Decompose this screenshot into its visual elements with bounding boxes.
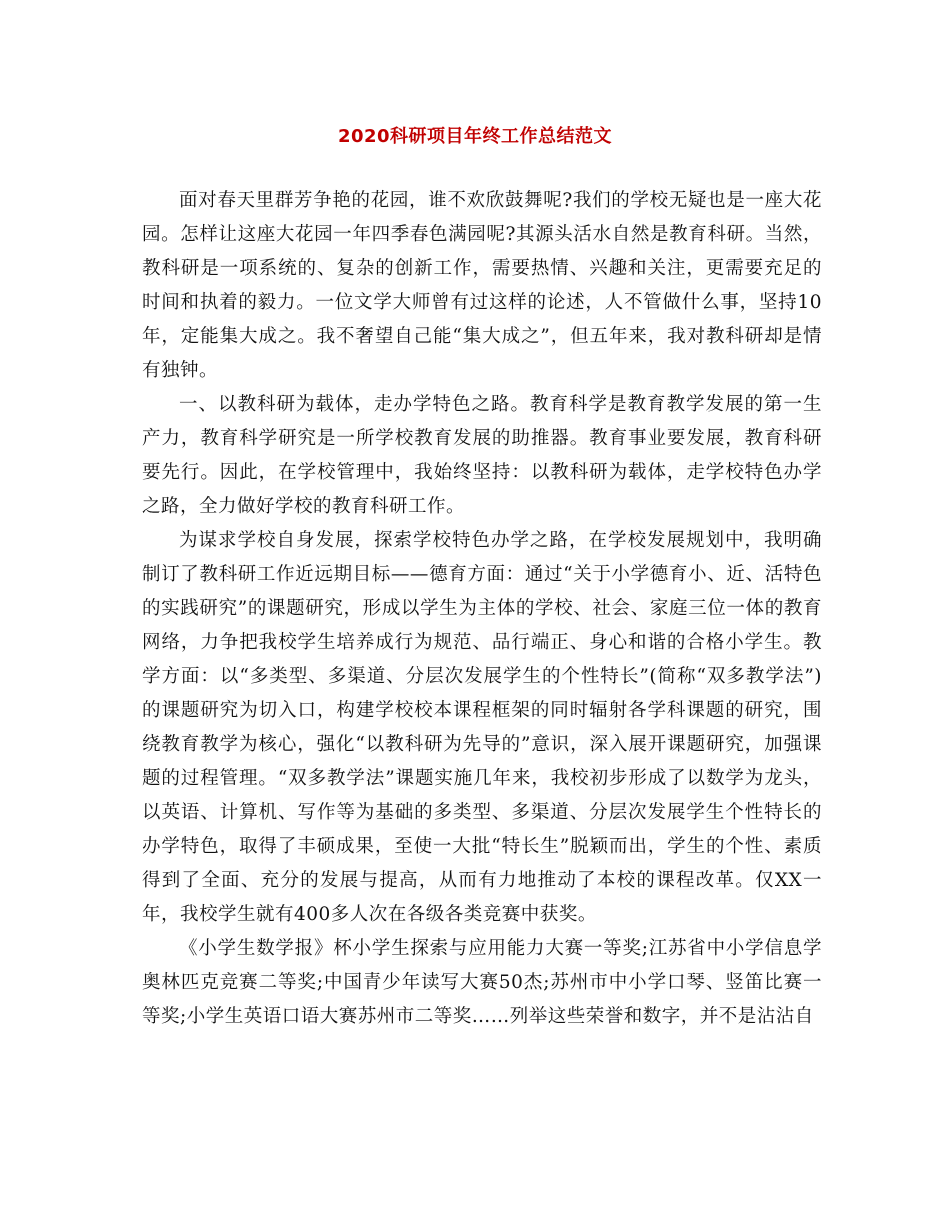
document-body	[142, 184, 822, 1034]
paragraph-awards: 《小学生数学报》杯小学生探索与应用能力大赛一等奖;江苏省中小学信息学奥林匹克竞赛二等奖;中国青少年读写大赛50杰;苏州市中小学口琴、竖笛比赛一等奖;小学生英语口语大赛苏州市二等奖……列举这些荣誉和数字，并不是沾沾自	[142, 938, 822, 1027]
document-title: 2020科研项目年终工作总结范文	[337, 126, 613, 147]
paragraph-goals: 为谋求学校自身发展，探索学校特色办学之路，在学校发展规划中，我明确制订了教科研工作近远期目标——德育方面：通过“关于小学德育小、近、活特色的实践研究”的课题研究，形成以学生为主体的学校、社会、家庭三位一体的教育网络，力争把我校学生培养成行为规范、品行端正、身心和谐的合格小学生。教学方面：以“多类型、多渠道、分层次发展学生的个性特长”(简称“双多教学法”)的课题研究为切入口，构建学校校本课程框架的同时辐射各学科课题的研究，围绕教育教学为核心，强化“以教科研为先导的”意识，深入展开课题研究，加强课题的过程管理。“双多教学法”课题实施几年来，我校初步形成了以数学为龙头，以英语、计算机、写作等为基础的多类型、多渠道、分层次发展学生个性特长的办学特色，取得了丰硕成果，至使一大批“特长生”脱颖而出，学生的个性、素质得到了全面、充分的发展与提高，从而有力地推动了本校的课程改革。仅XX一年，我校学生就有400多人次在各级各类竞赛中获奖。	[142, 530, 822, 925]
paragraph-intro: 面对春天里群芳争艳的花园，谁不欢欣鼓舞呢?我们的学校无疑也是一座大花园。怎样让这座大花园一年四季春色满园呢?其源头活水自然是教育科研。当然，教科研是一项系统的、复杂的创新工作，需要热情、兴趣和关注，更需要充足的时间和执着的毅力。一位文学大师曾有过这样的论述，人不管做什么事，坚持10年，定能集大成之。我不奢望自己能“集大成之”，但五年来，我对教科研却是情有独钟。	[142, 190, 822, 381]
paragraph-section-one: 一、以教科研为载体，走办学特色之路。教育科学是教育教学发展的第一生产力，教育科学研究是一所学校教育发展的助推器。教育事业要发展，教育科研要先行。因此，在学校管理中，我始终坚持：以教科研为载体，走学校特色办学之路，全力做好学校的教育科研工作。	[142, 394, 822, 517]
